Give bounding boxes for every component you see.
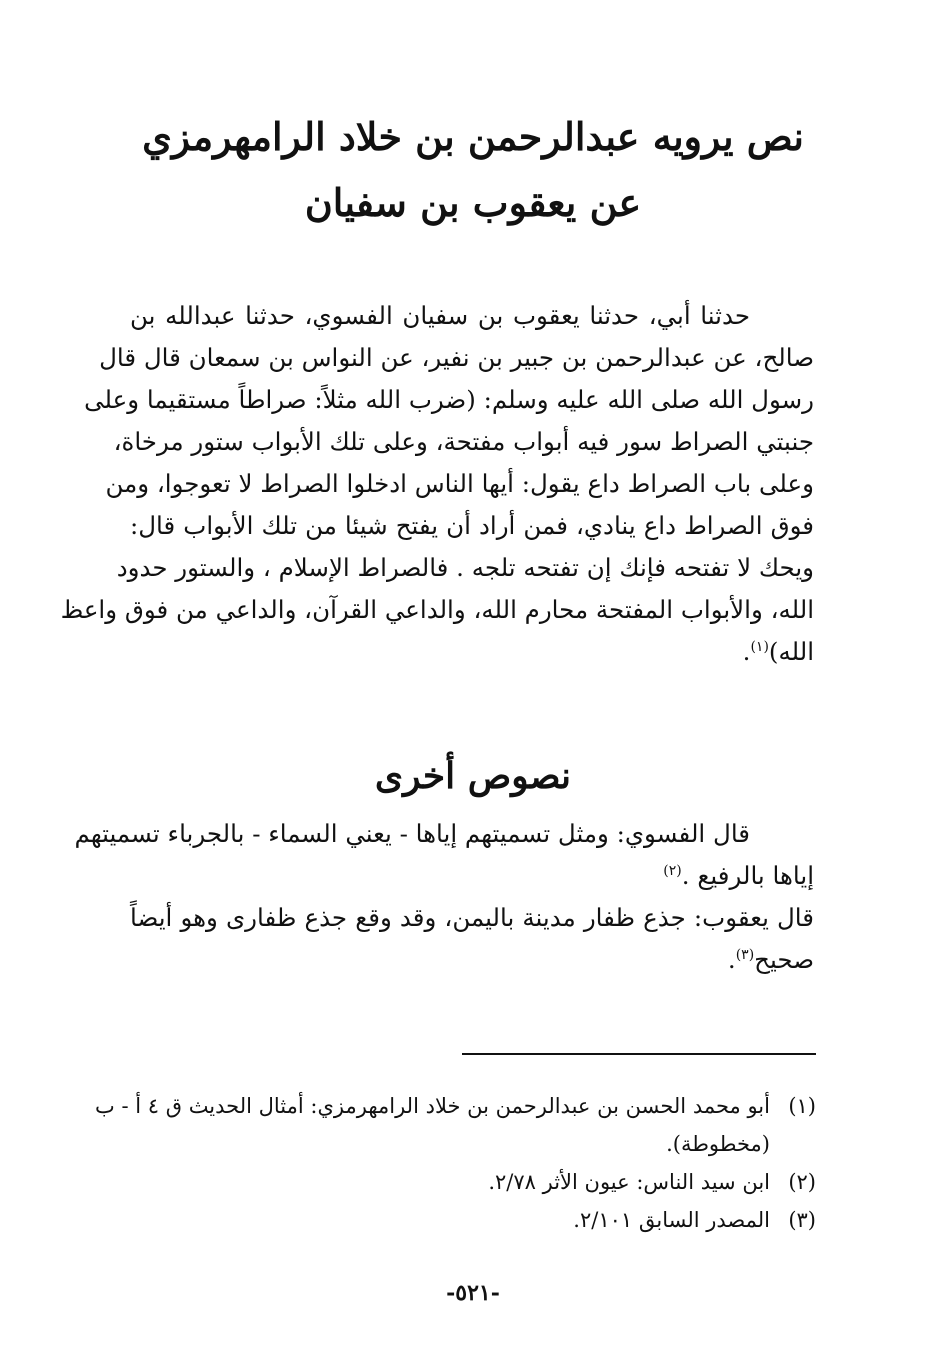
paragraph1-line-5: وعلى باب الصراط داع يقول: أيها الناس ادخلوا الصراط لا تعوجوا، ومن: [105, 469, 814, 498]
footnote-ref-2: (٢): [663, 862, 682, 879]
section2-p2-end-mark: .: [727, 945, 736, 974]
paragraph1-line-3: رسول الله صلى الله عليه وسلم: (ضرب الله مثلاً: صراطاً مستقيما وعلى: [84, 385, 814, 414]
page-title-line-1: نص يرويه عبدالرحمن بن خلاد الرامهرمزي: [142, 114, 804, 159]
footnote-1-continuation: (مخطوطة).: [666, 1132, 770, 1156]
footnote-3: [573, 1204, 816, 1236]
paragraph1-line-7: ويحك لا تفتحه فإنك إن تفتحه تلجه . فالصراط الإسلام ، والستور حدود: [116, 553, 814, 582]
section2-p2-line-1: قال يعقوب: جذع ظفار مدينة باليمن، وقد وقع جذع ظفارى وهو أيضاً: [130, 903, 814, 932]
paragraph1-line-9: [743, 633, 814, 671]
footnote-3-number: (٣): [788, 1208, 816, 1232]
paragraph1-line-2: صالح، عن عبدالرحمن بن جبير بن نفير، عن النواس بن سمعان قال قال: [99, 343, 814, 372]
footnote-1: [95, 1090, 816, 1122]
footnote-divider: [462, 1053, 816, 1055]
footnote-2: [488, 1166, 816, 1198]
footnote-1-text: أبو محمد الحسن بن عبدالرحمن بن خلاد الرامهرمزي: أمثال الحديث ق ٤ أ - ب: [95, 1094, 770, 1118]
paragraph1-line-8: الله، والأبواب المفتحة محارم الله، والداعي القرآن، والداعي من فوق واعظ: [60, 595, 814, 624]
section2-p1-line-1: قال الفسوي: ومثل تسميتهم إياها - يعني السماء - بالجرباء تسميتهم: [74, 819, 750, 848]
section2-p1-line-2: [663, 857, 814, 895]
footnote-2-text: ابن سيد الناس: عيون الأثر ٢/٧٨.: [488, 1170, 770, 1194]
section2-p2-line-2: [728, 941, 814, 979]
section2-p2-text: صحيح: [754, 945, 814, 974]
paragraph1-last-text: الله): [768, 637, 814, 666]
paragraph1-end-mark: .: [742, 637, 751, 666]
footnote-1-number: (١): [788, 1094, 816, 1118]
footnote-3-text: المصدر السابق ٢/١٠١.: [573, 1208, 770, 1232]
footnote-2-number: (٢): [788, 1170, 816, 1194]
footnote-ref-1: (١): [750, 638, 769, 655]
section2-p1-text: إياها بالرفيع .: [681, 861, 814, 890]
page-title-line-2: عن يعقوب بن سفيان: [304, 180, 642, 225]
page-number: -٥٢١-: [446, 1280, 500, 1306]
footnote-ref-3: (٣): [735, 946, 755, 963]
paragraph1-line-4: جنبتي الصراط سور فيه أبواب مفتحة، وعلى تلك الأبواب ستور مرخاة،: [113, 427, 814, 456]
section-title: نصوص أخرى: [374, 755, 572, 797]
paragraph1-line-1: حدثنا أبي، حدثنا يعقوب بن سفيان الفسوي، حدثنا عبدالله بن: [130, 301, 750, 330]
paragraph1-line-6: فوق الصراط داع ينادي، فمن أراد أن يفتح شيئا من تلك الأبواب قال:: [130, 511, 814, 540]
